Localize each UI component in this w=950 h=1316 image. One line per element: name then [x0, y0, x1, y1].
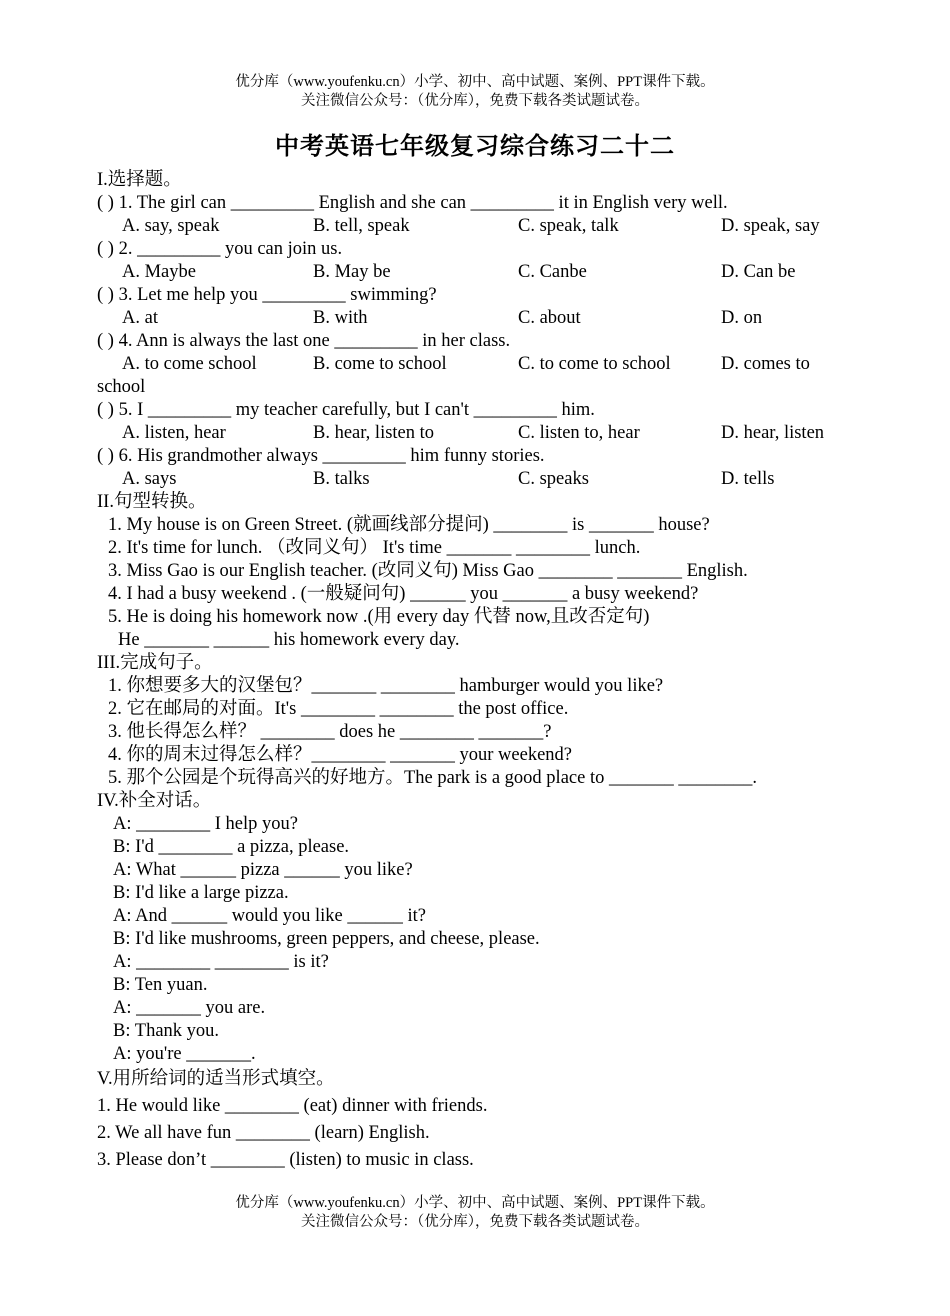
option-b: B. hear, listen to	[313, 423, 435, 443]
question-options	[97, 468, 857, 491]
transform-item: 1. My house is on Green Street. (就画线部分提问) ________ is _______ house?	[108, 515, 710, 535]
section-1-heading: I.选择题。	[97, 170, 182, 190]
option-b: B. talks	[313, 469, 370, 489]
sentence-item: 2. 它在邮局的对面。It's ________ ________ the post office.	[108, 699, 569, 719]
question-stem: ( ) 1. The girl can _________ English and she can _________ it in English very well.	[97, 193, 728, 213]
page-footer	[0, 1194, 950, 1232]
dialogue-line: B: Thank you.	[113, 1021, 220, 1041]
option-b: B. with	[313, 308, 368, 328]
fill-item: 1. He would like ________ (eat) dinner with friends.	[97, 1096, 488, 1116]
footer-line-1: 优分库（www.youfenku.cn）小学、初中、高中试题、案例、PPT课件下载。	[235, 1195, 715, 1211]
question-options	[97, 261, 857, 284]
sentence-item: 3. 他长得怎么样？ ________ does he ________ _______?	[108, 722, 552, 742]
header-line-1: 优分库（www.youfenku.cn）小学、初中、高中试题、案例、PPT课件下载。	[235, 74, 715, 90]
question-options	[97, 307, 857, 330]
dialogue-line: A: you're _______.	[113, 1044, 256, 1064]
footer-line-2: 关注微信公众号：（优分库），免费下载各类试题试卷。	[301, 1214, 649, 1230]
option-a: A. say, speak	[122, 216, 220, 236]
sentence-item: 4. 你的周末过得怎么样？________ _______ your weekend?	[108, 745, 572, 765]
option-a: A. to come school	[122, 354, 257, 374]
option-d: D. tells	[721, 469, 775, 489]
option-d: D. on	[721, 308, 763, 328]
dialogue-line: B: Ten yuan.	[113, 975, 208, 995]
option-d: D. hear, listen	[721, 423, 825, 443]
option-d: D. speak, say	[721, 216, 820, 236]
sentence-item: 1. 你想要多大的汉堡包？_______ ________ hamburger would you like?	[108, 676, 664, 696]
option-d: D. comes to	[721, 354, 810, 374]
option-c: C. to come to school	[518, 354, 671, 374]
question-options	[97, 215, 857, 238]
dialogue-line: A: _______ you are.	[113, 998, 266, 1018]
dialogue-line: B: I'd like a large pizza.	[113, 883, 289, 903]
option-c: C. Canbe	[518, 262, 587, 282]
question-stem: ( ) 3. Let me help you _________ swimming?	[97, 285, 437, 305]
dialogue-line: A: And ______ would you like ______ it?	[113, 906, 426, 926]
transform-item: 5. He is doing his homework now .(用 every day 代替 now,且改否定句)	[108, 607, 650, 627]
option-a: A. says	[122, 469, 177, 489]
option-wrap-text: school	[97, 377, 146, 397]
option-a: A. at	[122, 308, 158, 328]
question-stem: ( ) 2. _________ you can join us.	[97, 239, 343, 259]
transform-item: He _______ ______ his homework every day.	[118, 630, 460, 650]
section-5-heading: V.用所给词的适当形式填空。	[97, 1069, 335, 1089]
transform-item: 4. I had a busy weekend . (一般疑问句) ______ you _______ a busy weekend?	[108, 584, 699, 604]
fill-item: 3. Please don’t ________ (listen) to music in class.	[97, 1150, 474, 1170]
header-line-2: 关注微信公众号：（优分库），免费下载各类试题试卷。	[301, 93, 649, 109]
section-3-heading: III.完成句子。	[97, 653, 213, 673]
question-stem: ( ) 6. His grandmother always _________ him funny stories.	[97, 446, 545, 466]
option-b: B. May be	[313, 262, 391, 282]
fill-item: 2. We all have fun ________ (learn) English.	[97, 1123, 430, 1143]
page-title: 中考英语七年级复习综合练习二十二	[275, 134, 675, 160]
option-b: B. come to school	[313, 354, 447, 374]
page-header	[0, 73, 950, 111]
option-d: D. Can be	[721, 262, 796, 282]
question-stem: ( ) 5. I _________ my teacher carefully, but I can't _________ him.	[97, 400, 595, 420]
option-c: C. speaks	[518, 469, 589, 489]
dialogue-line: A: What ______ pizza ______ you like?	[113, 860, 413, 880]
option-c: C. about	[518, 308, 581, 328]
transform-item: 2. It's time for lunch. （改同义句） It's time _______ ________ lunch.	[108, 538, 641, 558]
worksheet-body	[97, 169, 857, 1174]
dialogue-line: A: ________ I help you?	[113, 814, 298, 834]
dialogue-line: B: I'd ________ a pizza, please.	[113, 837, 350, 857]
question-options	[97, 422, 857, 445]
section-2-heading: II.句型转换。	[97, 492, 207, 512]
transform-item: 3. Miss Gao is our English teacher. (改同义句) Miss Gao ________ _______ English.	[108, 561, 748, 581]
option-c: C. speak, talk	[518, 216, 619, 236]
dialogue-line: A: ________ ________ is it?	[113, 952, 329, 972]
sentence-item: 5. 那个公园是个玩得高兴的好地方。The park is a good place to _______ ________.	[108, 768, 757, 788]
option-c: C. listen to, hear	[518, 423, 640, 443]
section-4-heading: IV.补全对话。	[97, 791, 212, 811]
option-a: A. Maybe	[122, 262, 196, 282]
question-options	[97, 353, 857, 376]
dialogue-line: B: I'd like mushrooms, green peppers, and cheese, please.	[113, 929, 540, 949]
question-stem: ( ) 4. Ann is always the last one _________ in her class.	[97, 331, 511, 351]
option-b: B. tell, speak	[313, 216, 410, 236]
option-a: A. listen, hear	[122, 423, 226, 443]
